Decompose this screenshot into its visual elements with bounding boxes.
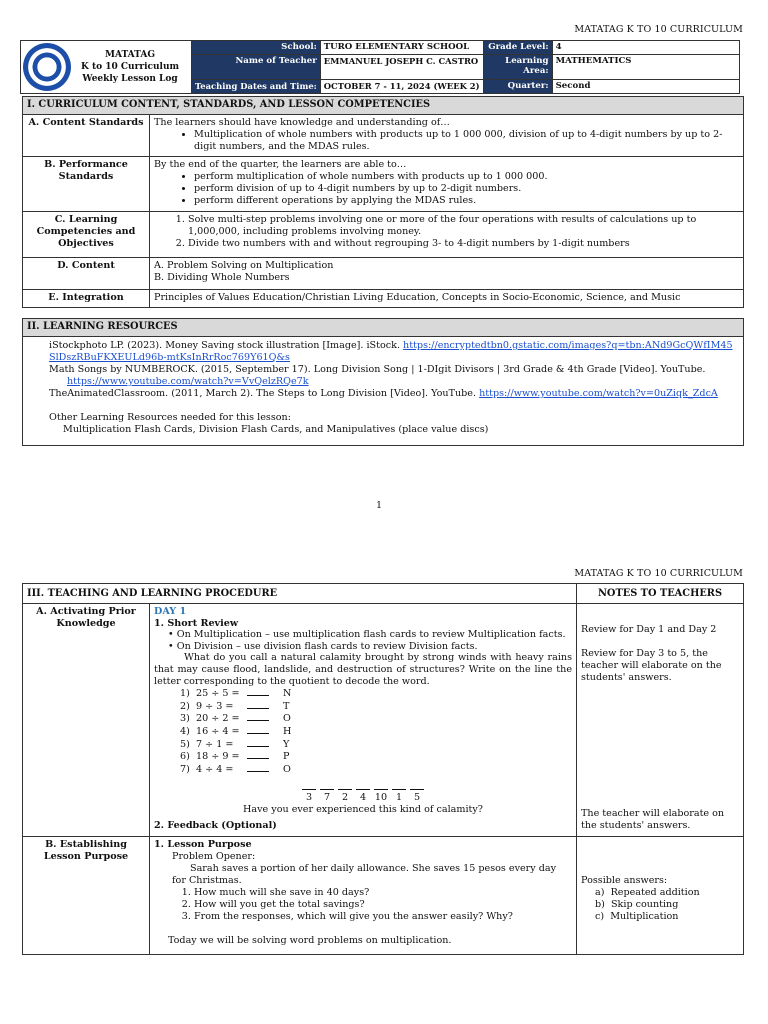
division-problems xyxy=(154,687,572,775)
logo-sub2: Weekly Lesson Log xyxy=(82,74,178,84)
problem-row: 6) 18 ÷ 9 = P xyxy=(180,751,290,763)
answer-item: c) Multiplication xyxy=(595,911,679,922)
note-elaborate: The teacher will elaborate on the students' answers. xyxy=(581,808,725,831)
answer-item: b) Skip counting xyxy=(595,899,679,910)
integration-cell: Principles of Values Education/Christian Living Education, Concepts in Socio-Economic, Science, and Music xyxy=(150,290,744,308)
answer-blank[interactable] xyxy=(247,750,269,759)
answer-item: a) Repeated addition xyxy=(595,887,700,898)
area-label: Learning Area: xyxy=(483,55,552,80)
quarter-label: Quarter: xyxy=(483,79,552,93)
performance-standards-label: B. Performance Standards xyxy=(23,157,150,212)
section-procedure xyxy=(22,583,744,955)
sarah-problem: Sarah saves a portion of her daily allowance. She saves 15 pesos every day for Christmas. xyxy=(172,863,557,886)
problem-row: 5) 7 ÷ 1 = Y xyxy=(180,738,290,750)
decode-numbers: 3 7 2 4 10 1 5 xyxy=(305,792,421,804)
activating-cell xyxy=(150,604,577,837)
opener-question: 3. From the responses, which will give you the answer easily? Why? xyxy=(194,911,572,923)
reference-3: TheAnimatedClassroom. (2011, March 2). The Steps to Long Division [Video]. YouTube. https://www.youtube.com/watch?v=0uZiqk_ZdcA xyxy=(49,388,718,399)
problem-row: 3) 20 ÷ 2 = O xyxy=(180,713,291,725)
content-topic: B. Dividing Whole Numbers xyxy=(154,272,290,283)
competency-item: 2. Divide two numbers with and without regrouping 3- to 4-digit numbers by 1-digit numbers xyxy=(188,238,739,250)
problem-opener: Problem Opener: xyxy=(172,851,256,862)
note-review-day3-5: Review for Day 3 to 5, the teacher will elaborate on the students' answers. xyxy=(581,648,722,683)
logo-sub1: K to 10 Curriculum xyxy=(80,62,180,72)
reference-1-link[interactable]: https://encryptedtbn0.gstatic.com/images?q=tbn:ANd9GcQWfIM45SlDszRBuFKXEULd96b-mtKsInRrRoc769Y61Q&s xyxy=(49,340,733,363)
quarter-value: Second xyxy=(552,79,739,93)
calamity-question: What do you call a natural calamity brought by strong winds with heavy rains that may cause flood, landslide, and destruction of structures? Write on the line the letter corresponding to the quotient to decode the word. xyxy=(154,652,572,687)
day-1-label: DAY 1 xyxy=(154,606,187,617)
curriculum-label: MATATAG K TO 10 CURRICULUM xyxy=(574,24,743,35)
competencies-cell xyxy=(150,212,744,258)
dates-value: OCTOBER 7 - 11, 2024 (WEEK 2) xyxy=(320,79,483,93)
logo-cell xyxy=(21,41,192,94)
page-number: 1 xyxy=(376,500,383,511)
content-topic: A. Problem Solving on Multiplication xyxy=(154,260,334,271)
notes-b-cell xyxy=(577,837,744,955)
establishing-label: B. Establishing Lesson Purpose xyxy=(23,837,150,955)
answer-blank[interactable] xyxy=(247,687,269,696)
note-review-day1-2: Review for Day 1 and Day 2 xyxy=(581,624,717,635)
section3-title: III. TEACHING AND LEARNING PROCEDURE xyxy=(23,584,577,604)
problem-row: 4) 16 ÷ 4 = H xyxy=(180,725,292,737)
section2-title: II. LEARNING RESOURCES xyxy=(23,319,744,337)
possible-answers-label: Possible answers: xyxy=(581,875,668,886)
review-bullet: • On Multiplication – use multiplication flash cards to review Multiplication facts. xyxy=(168,629,566,641)
reference-2-link[interactable]: https://www.youtube.com/watch?v=VvQelzRQe7k xyxy=(67,376,309,387)
section1-title: I. CURRICULUM CONTENT, STANDARDS, AND LESSON COMPETENCIES xyxy=(23,97,744,115)
problem-row: 1) 25 ÷ 5 = N xyxy=(180,688,292,700)
answer-blank[interactable] xyxy=(247,763,269,772)
today-statement: Today we will be solving word problems on multiplication. xyxy=(168,935,452,946)
decode-blank[interactable] xyxy=(356,781,370,790)
content-cell xyxy=(150,258,744,290)
resources-cell xyxy=(23,337,744,446)
content-intro: The learners should have knowledge and understanding of… xyxy=(154,117,450,128)
grade-value: 4 xyxy=(552,41,739,55)
short-review-heading: 1. Short Review xyxy=(154,617,239,629)
problem-row: 2) 9 ÷ 3 = T xyxy=(180,700,290,712)
decode-blank[interactable] xyxy=(338,781,352,790)
answer-blank[interactable] xyxy=(247,700,269,709)
decode-blank[interactable] xyxy=(320,781,334,790)
area-value: MATHEMATICS xyxy=(552,55,739,80)
teacher-value: EMMANUEL JOSEPH C. CASTRO xyxy=(320,55,483,80)
dates-label: Teaching Dates and Time: xyxy=(192,79,321,93)
perf-item: • perform multiplication of whole numbers with products up to 1 000 000. xyxy=(194,171,739,183)
establishing-cell xyxy=(150,837,577,955)
lesson-purpose-heading: 1. Lesson Purpose xyxy=(154,839,252,850)
answer-blank[interactable] xyxy=(247,738,269,747)
decode-blank[interactable] xyxy=(302,781,316,790)
reference-3-link[interactable]: https://www.youtube.com/watch?v=0uZiqk_ZdcA xyxy=(479,388,718,399)
activating-label: A. Activating Prior Knowledge xyxy=(23,604,150,837)
answer-blank[interactable] xyxy=(247,712,269,721)
content-item: • Multiplication of whole numbers with products up to 1 000 000, division of up to 4-digit numbers by up to 2-digit numbers, and the MDAS rules. xyxy=(194,129,739,153)
other-resources-text: Multiplication Flash Cards, Division Flash Cards, and Manipulatives (place value discs) xyxy=(63,424,489,435)
decode-blanks xyxy=(154,781,572,792)
notes-title: NOTES TO TEACHERS xyxy=(577,584,744,604)
answer-blank[interactable] xyxy=(247,725,269,734)
opener-question: 1. How much will she save in 40 days? xyxy=(194,887,572,899)
section-curriculum xyxy=(22,96,744,308)
notes-a-cell xyxy=(577,604,744,837)
decode-blank[interactable] xyxy=(410,781,424,790)
decode-blank[interactable] xyxy=(392,781,406,790)
section-resources xyxy=(22,318,744,446)
integration-label: E. Integration xyxy=(23,290,150,308)
perf-item: • perform division of up to 4-digit numbers by up to 2-digit numbers. xyxy=(194,183,739,195)
content-standards-cell xyxy=(150,115,744,157)
feedback-heading: 2. Feedback (Optional) xyxy=(154,820,277,832)
content-label: D. Content xyxy=(23,258,150,290)
opener-question: 2. How will you get the total savings? xyxy=(194,899,572,911)
logo-title: MATATAG xyxy=(104,50,156,60)
teacher-label: Name of Teacher xyxy=(192,55,321,80)
content-standards-label: A. Content Standards xyxy=(23,115,150,157)
header-table xyxy=(20,40,740,94)
competencies-label: C. Learning Competencies and Objectives xyxy=(23,212,150,258)
performance-standards-cell xyxy=(150,157,744,212)
reference-1: iStockphoto LP. (2023). Money Saving stock illustration [Image]. iStock. https://encryptedtbn0.gstatic.com/images?q=tbn:ANd9GcQWfIM45SlDszRBuFKXEULd96b-mtKsInRrRoc769Y61Q&s xyxy=(49,340,733,363)
review-bullet: • On Division – use division flash cards to review Division facts. xyxy=(168,640,478,652)
competency-item: 1. Solve multi-step problems involving one or more of the four operations with results of calculations up to 1,000,000, including problems involving money. xyxy=(188,214,739,238)
curriculum-label: MATATAG K TO 10 CURRICULUM xyxy=(574,568,743,579)
reference-2: Math Songs by NUMBEROCK. (2015, September 17). Long Division Song | 1-DIgit Divisors | 3rd Grade & 4th Grade [Video]. YouTube. https://www.youtube.com/watch?v=VvQelzRQe7k xyxy=(49,364,706,387)
school-label: School: xyxy=(192,41,321,55)
perf-intro: By the end of the quarter, the learners are able to… xyxy=(154,159,407,170)
grade-label: Grade Level: xyxy=(483,41,552,55)
perf-item: • perform different operations by applying the MDAS rules. xyxy=(194,195,739,207)
other-resources-label: Other Learning Resources needed for this lesson: xyxy=(49,412,291,423)
answer-list xyxy=(581,887,739,923)
decode-blank[interactable] xyxy=(374,781,388,790)
deped-seal-icon xyxy=(23,43,71,91)
problem-row: 7) 4 ÷ 4 = O xyxy=(180,763,291,775)
experience-question: Have you ever experienced this kind of calamity? xyxy=(243,803,483,815)
school-value: TURO ELEMENTARY SCHOOL xyxy=(320,41,483,55)
